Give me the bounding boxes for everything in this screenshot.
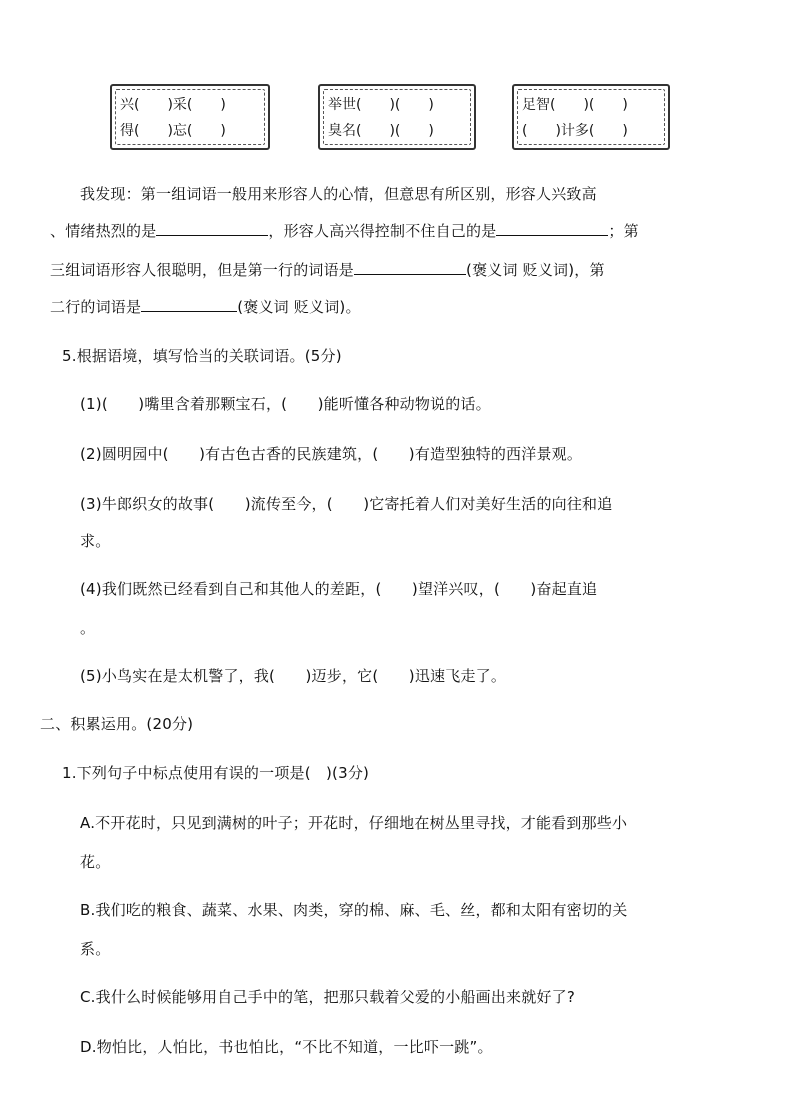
option-b: B.我们吃的粮食、蔬菜、水果、肉类，穿的棉、麻、毛、丝，都和太阳有密切的关 — [80, 901, 628, 919]
q5-sentence-3-cont: 求。 — [80, 532, 111, 550]
q5-title: 5.根据语境，填写恰当的关联词语。(5分) — [62, 347, 342, 365]
word-box-row: 臭名( )( ) — [328, 123, 434, 139]
word-box-row: 举世( )( ) — [328, 97, 434, 113]
text: 三组词语形容人很聪明，但是第一行的词语是 — [50, 261, 355, 279]
option-a-cont: 花。 — [80, 853, 111, 871]
discovery-line-2 — [50, 220, 790, 241]
option-a: A.不开花时，只见到满树的叶子；开花时，仔细地在树丛里寻找，才能看到那些小 — [80, 814, 628, 832]
s2-question-1: 1.下列句子中标点使用有误的一项是( )(3分) — [62, 764, 370, 782]
answer-blank[interactable] — [156, 221, 268, 236]
word-box-row: 兴( )采( ) — [120, 97, 226, 113]
word-box-2 — [318, 84, 476, 150]
option-d: D.物怕比，人怕比，书也怕比，“不比不知道，一比吓一跳”。 — [80, 1038, 493, 1056]
q5-sentence-1: (1)( )嘴里含着那颗宝石，( )能听懂各种动物说的话。 — [80, 395, 491, 413]
word-box-1 — [110, 84, 270, 150]
text: ，形容人高兴得控制不住自己的是 — [268, 222, 497, 240]
option-b-cont: 系。 — [80, 940, 111, 958]
discovery-line-3 — [50, 259, 790, 280]
answer-blank[interactable] — [496, 221, 608, 236]
text: (褒义词 贬义词)，第 — [466, 261, 605, 279]
q5-sentence-3: (3)牛郎织女的故事( )流传至今，( )它寄托着人们对美好生活的向往和追 — [80, 495, 613, 513]
word-box-row: 得( )忘( ) — [120, 123, 226, 139]
word-box-3 — [512, 84, 670, 150]
q5-sentence-4: (4)我们既然已经看到自己和其他人的差距，( )望洋兴叹，( )奋起直追 — [80, 580, 598, 598]
option-c: C.我什么时候能够用自己手中的笔，把那只载着父爱的小船画出来就好了? — [80, 988, 576, 1006]
answer-blank[interactable] — [354, 260, 466, 275]
text: (褒义词 贬义词)。 — [237, 298, 361, 316]
section-2-title: 二、积累运用。(20分) — [40, 715, 194, 733]
discovery-line-1: 我发现：第一组词语一般用来形容人的心情，但意思有所区别，形容人兴致高 — [80, 185, 597, 203]
q5-sentence-4-cont: 。 — [80, 619, 96, 637]
text: 二行的词语是 — [50, 298, 142, 316]
word-box-row: 足智( )( ) — [522, 97, 628, 113]
word-box-row: ( )计多( ) — [522, 123, 628, 139]
text: ；第 — [608, 222, 639, 240]
q5-sentence-2: (2)圆明园中( )有古色古香的民族建筑，( )有造型独特的西洋景观。 — [80, 445, 583, 463]
discovery-line-4 — [50, 296, 790, 317]
text: 、情绪热烈的是 — [50, 222, 157, 240]
q5-sentence-5: (5)小鸟实在是太机警了，我( )迈步，它( )迅速飞走了。 — [80, 667, 507, 685]
answer-blank[interactable] — [141, 297, 237, 312]
